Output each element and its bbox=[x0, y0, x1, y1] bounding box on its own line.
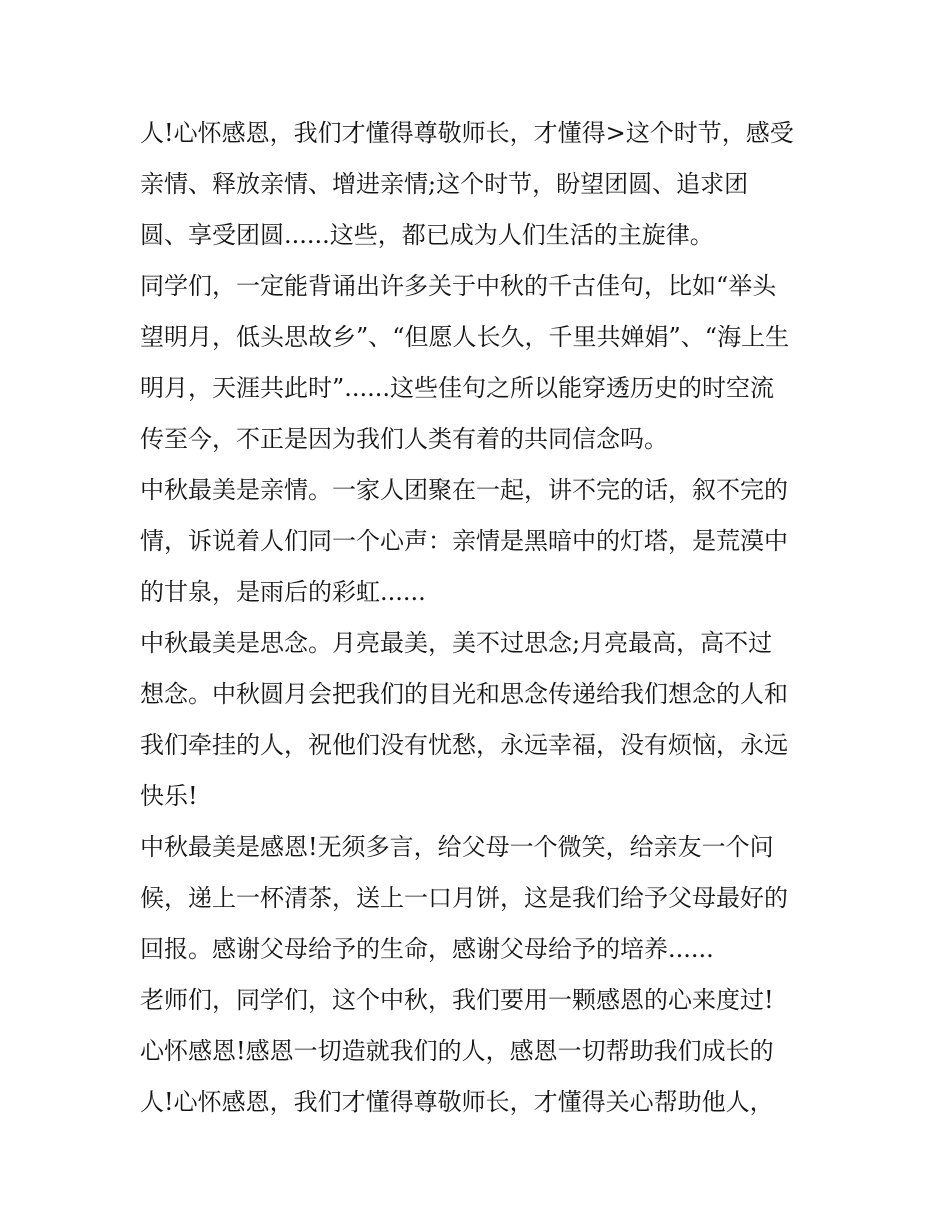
text-line: 亲情、释放亲情、增进亲情;这个时节，盼望团圆、追求团 bbox=[140, 170, 749, 198]
text-line: 心怀感恩!感恩一切造就我们的人，感恩一切帮助我们成长的 bbox=[140, 1037, 774, 1065]
text-line: 快乐! bbox=[140, 782, 198, 810]
text-line: 的甘泉，是雨后的彩虹...... bbox=[140, 578, 426, 606]
text-line: 中秋最美是感恩!无须多言，给父母一个微笑，给亲友一个问 bbox=[140, 833, 774, 861]
text-line: 候，递上一杯清茶，送上一口月饼，这是我们给予父母最好的 bbox=[140, 884, 788, 912]
text-line: 同学们，一定能背诵出许多关于中秋的千古佳句，比如“举头 bbox=[140, 272, 777, 300]
text-line: 中秋最美是思念。月亮最美，美不过思念;月亮最高，高不过 bbox=[140, 629, 773, 657]
document-body bbox=[140, 108, 820, 1128]
text-line: 明月，天涯共此时”......这些佳句之所以能穿透历史的时空流 bbox=[140, 374, 775, 402]
text-line: 中秋最美是亲情。一家人团聚在一起，讲不完的话，叙不完的 bbox=[140, 476, 788, 504]
text-line: 人!心怀感恩，我们才懂得尊敬师长，才懂得>这个时节，感受 bbox=[140, 119, 794, 147]
text-line: 想念。中秋圆月会把我们的目光和思念传递给我们想念的人和 bbox=[140, 680, 788, 708]
text-line: 圆、享受团圆......这些，都已成为人们生活的主旋律。 bbox=[140, 221, 714, 249]
text-line: 老师们，同学们，这个中秋，我们要用一颗感恩的心来度过! bbox=[140, 986, 774, 1014]
text-line: 望明月，低头思故乡”、“但愿人长久，千里共婵娟”、“海上生 bbox=[140, 323, 790, 351]
text-line: 人!心怀感恩，我们才懂得尊敬师长，才懂得关心帮助他人， bbox=[140, 1088, 774, 1116]
text-line: 我们牵挂的人，祝他们没有忧愁，永远幸福，没有烦恼，永远 bbox=[140, 731, 788, 759]
text-line: 传至今，不正是因为我们人类有着的共同信念吗。 bbox=[140, 425, 668, 453]
text-line: 情，诉说着人们同一个心声：亲情是黑暗中的灯塔，是荒漠中 bbox=[140, 527, 788, 555]
text-line: 回报。感谢父母给予的生命，感谢父母给予的培养...... bbox=[140, 935, 714, 963]
